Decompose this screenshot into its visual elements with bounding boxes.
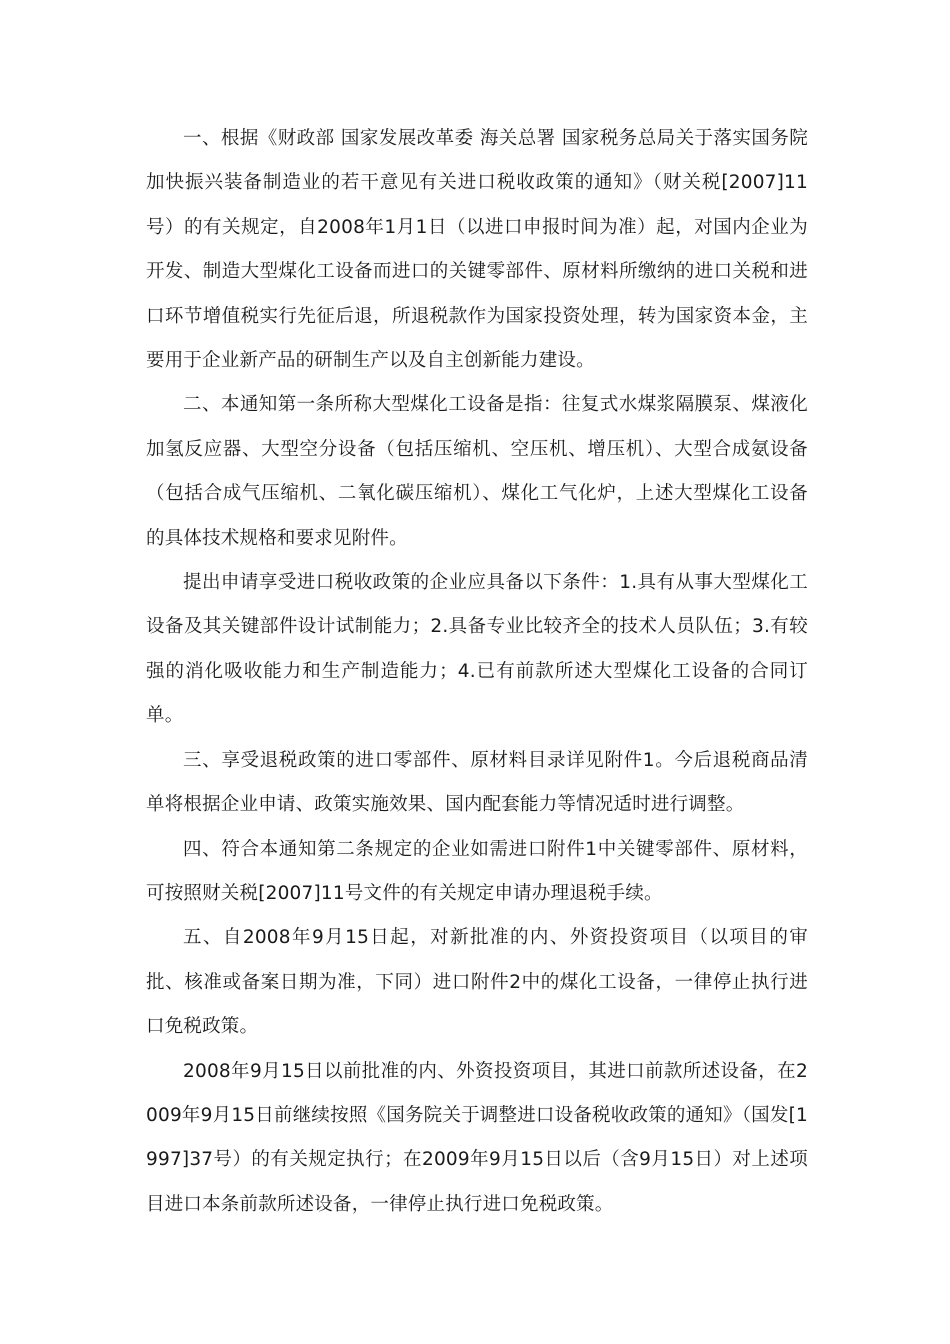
document-body: [146, 117, 808, 1227]
paragraph-7: 2008年9月15日以前批准的内、外资投资项目，其进口前款所述设备，在2009年9月15日前继续按照《国务院关于调整进口设备税收政策的通知》（国发[1997]37号）的有关规定执行；在2009年9月15日以后（含9月15日）对上述项目进口本条前款所述设备，一律停止执行进口免税政策。: [146, 1060, 808, 1215]
paragraph-3: 提出申请享受进口税收政策的企业应具备以下条件：1.具有从事大型煤化工设备及其关键部件设计试制能力；2.具备专业比较齐全的技术人员队伍；3.有较强的消化吸收能力和生产制造能力；4.已有前款所述大型煤化工设备的合同订单。: [146, 572, 808, 727]
paragraph-1: 一、根据《财政部 国家发展改革委 海关总署 国家税务总局关于落实国务院加快振兴装备制造业的若干意见有关进口税收政策的通知》（财关税[2007]11号）的有关规定，自2008年1月1日（以进口申报时间为准）起，对国内企业为开发、制造大型煤化工设备而进口的关键零部件、原材料所缴纳的进口关税和进口环节增值税实行先征后退，所退税款作为国家投资处理，转为国家资本金，主要用于企业新产品的研制生产以及自主创新能力建设。: [146, 128, 808, 372]
paragraph-2: 二、本通知第一条所称大型煤化工设备是指：往复式水煤浆隔膜泵、煤液化加氢反应器、大型空分设备（包括压缩机、空压机、增压机）、大型合成氨设备（包括合成气压缩机、二氧化碳压缩机）、煤化工气化炉，上述大型煤化工设备的具体技术规格和要求见附件。: [146, 394, 808, 549]
paragraph-5: 四、符合本通知第二条规定的企业如需进口附件1中关键零部件、原材料，可按照财关税[2007]11号文件的有关规定申请办理退税手续。: [146, 838, 808, 904]
paragraph-6: 五、自2008年9月15日起，对新批准的内、外资投资项目（以项目的审批、核准或备案日期为准，下同）进口附件2中的煤化工设备，一律停止执行进口免税政策。: [146, 927, 808, 1038]
paragraph-4: 三、享受退税政策的进口零部件、原材料目录详见附件1。今后退税商品清单将根据企业申请、政策实施效果、国内配套能力等情况适时进行调整。: [146, 749, 808, 816]
